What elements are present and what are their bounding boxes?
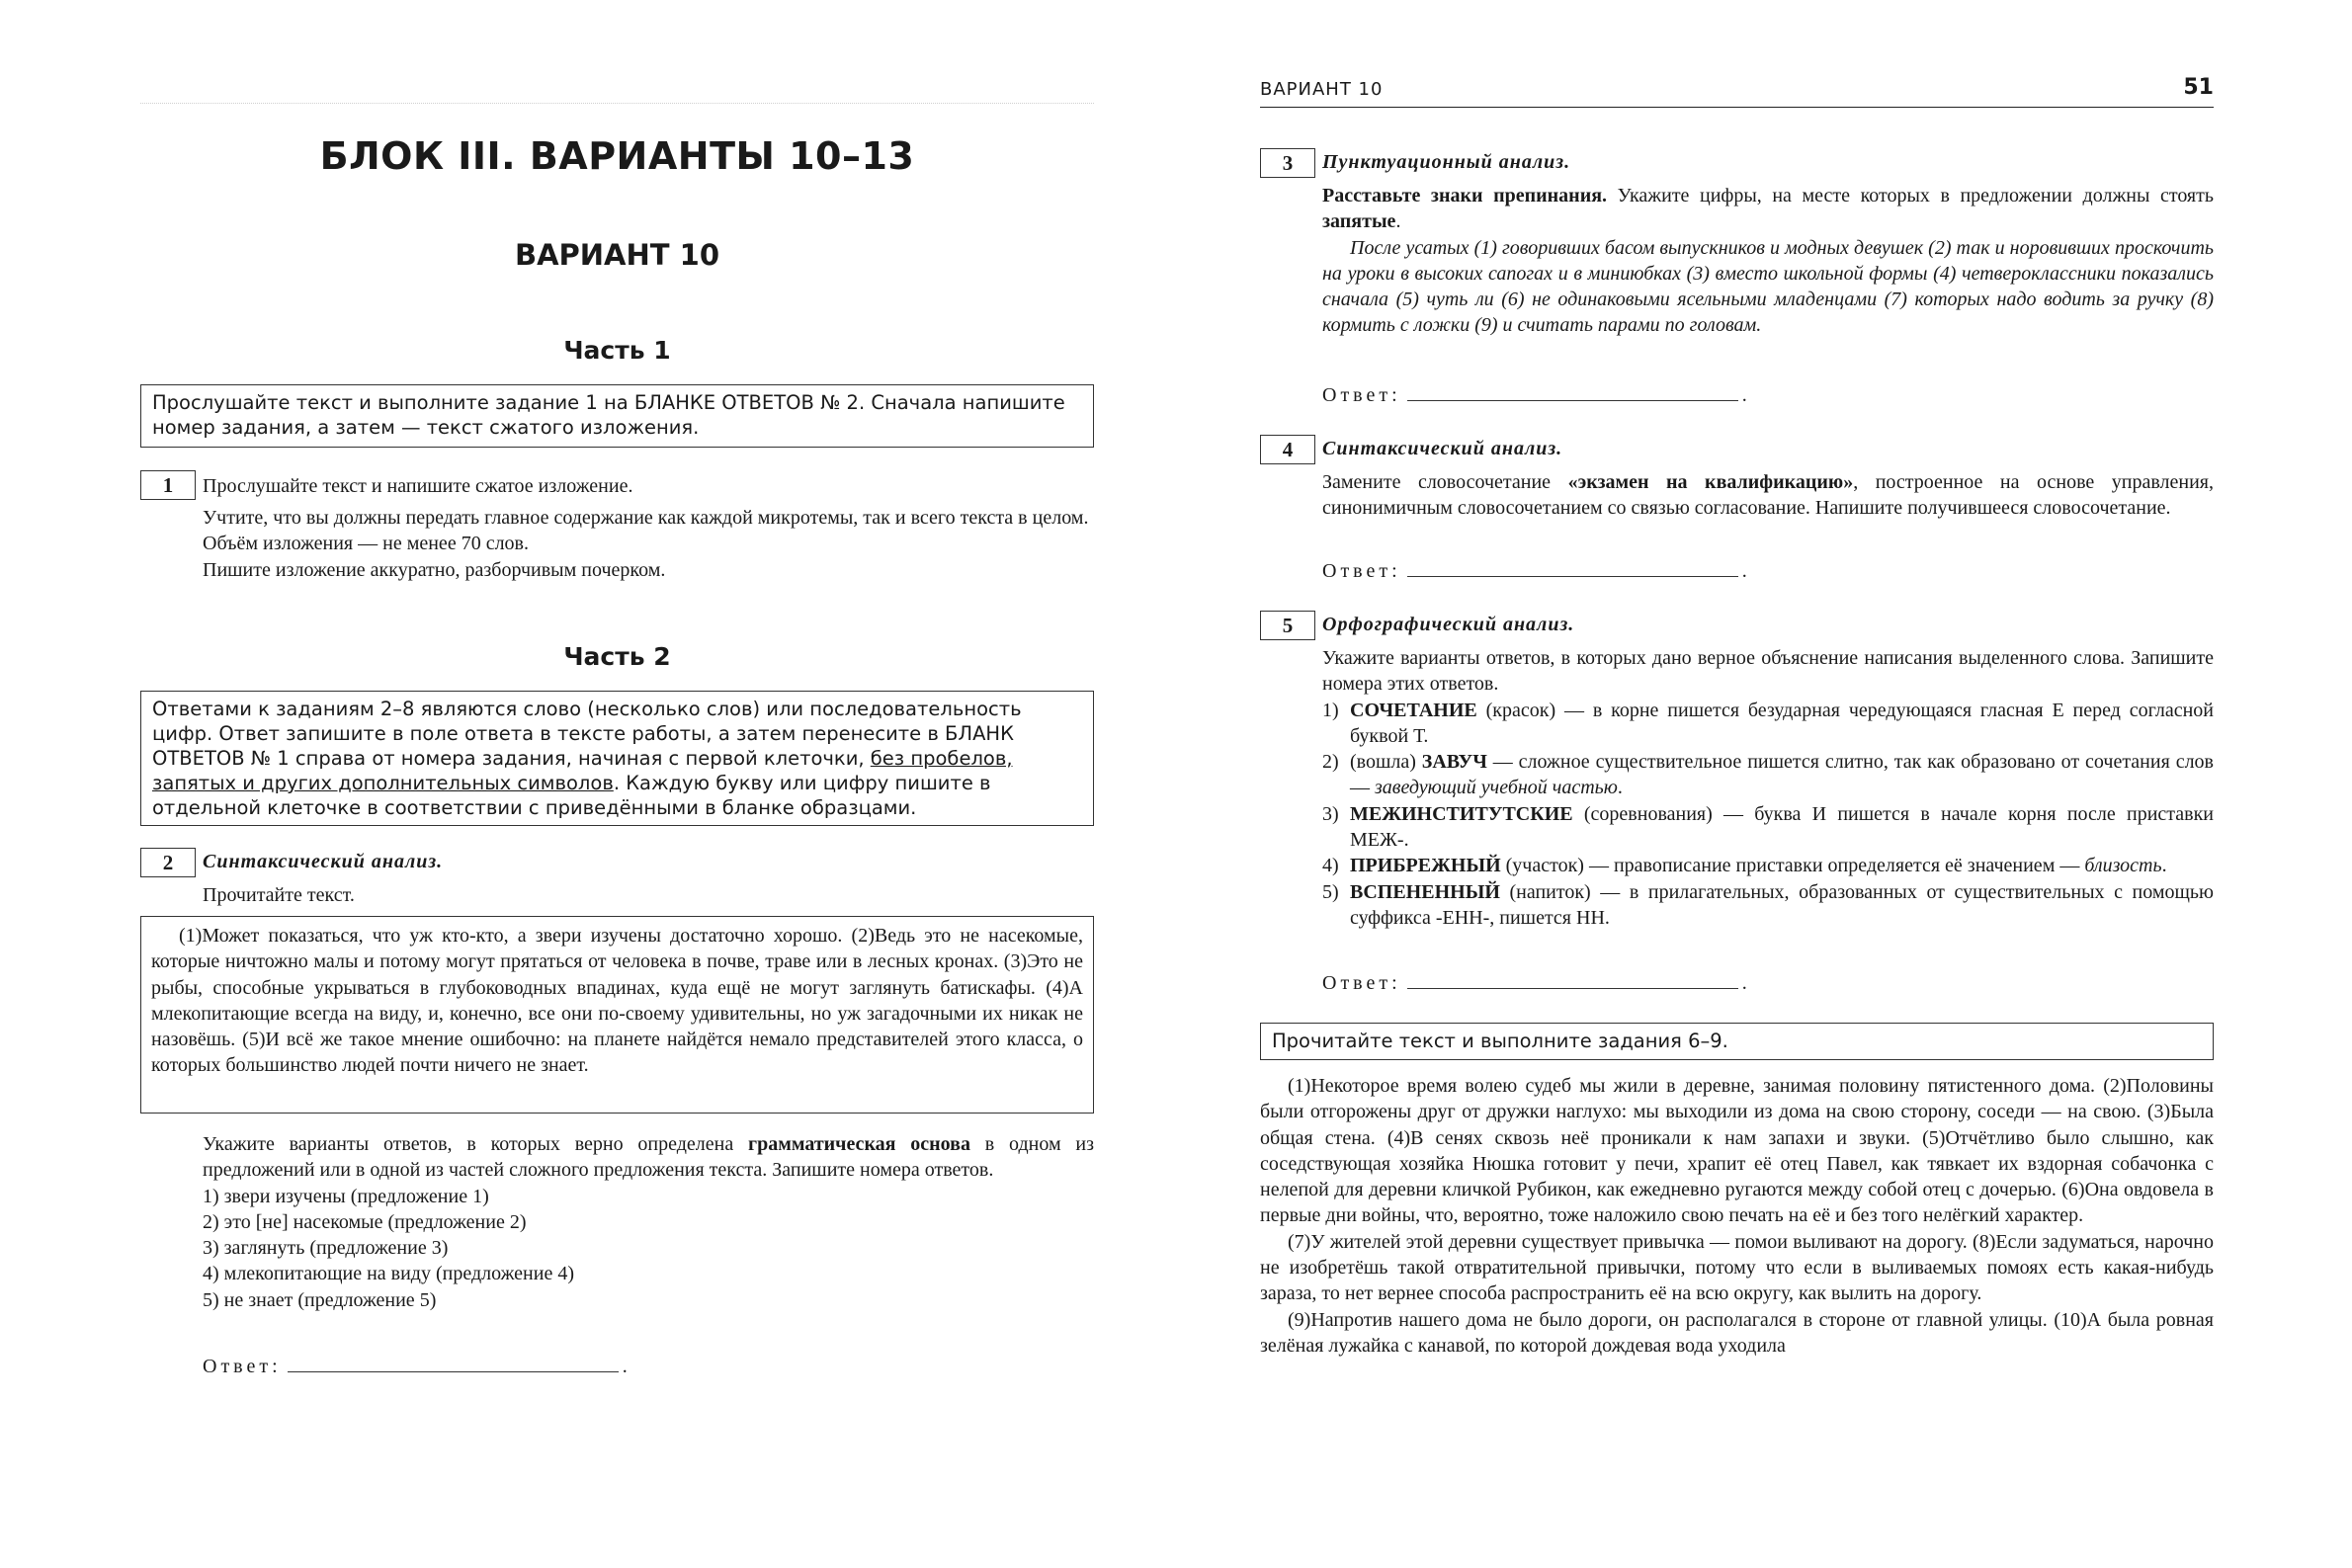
text-paragraph: (1)Некоторое время волею судеб мы жили в деревне, занимая половину пятистенного дома. (2)Половины были отгорожены друг от дружки наглухо: мы выходили из дома на свою сторону, соседи — на свою. (3)Была общая стена. (4)В сенях сквозь неё проникали к нам запахи и звуки. (5)Отчётливо было слышно, как соседствующая хозяйка Нюшка готовит у печи, храпит её отец Павел, как тявкает их вздорная собачонка с нелепой для деревни кличкой Рубикон, как ежедневно ругаются между собой отец с дочерью. (6)Она овдовела в первые дни войны, что, вероятно, тоже наложило свою печать на её и без того нелёгкий характер. xyxy=(1260,1075,2214,1227)
variant-title: ВАРИАНТ 10 xyxy=(514,238,720,272)
task4-instr-start: Замените словосочетание xyxy=(1322,471,1568,493)
part2-instruction-a: Ответами к заданиям 2–8 являются слово (несколько слов) или последовательность цифр. Ответ запишите в поле ответа в тексте работы, а затем перенесите в БЛАНК ОТВЕТОВ № 1 справа от номера задания, начиная с первой клеточки, xyxy=(152,698,1022,770)
task5-option: 2) (вошла) ЗАВУЧ — сложное существительное пишется слитно, так как образовано от сочетания слов — заведующий учебной частью. xyxy=(1322,751,2214,799)
task5-option: 1) СОЧЕТАНИЕ (красок) — в корне пишется безударная чередующаяся гласная Е перед согласной буквой Т. xyxy=(1322,699,2214,747)
block-title: БЛОК III. ВАРИАНТЫ 10–13 xyxy=(319,134,915,178)
answer-end: . xyxy=(1741,972,1751,994)
task3-instr-mid: Укажите цифры, на месте которых в предложении должны стоять xyxy=(1607,185,2214,206)
part1-title: Часть 1 xyxy=(563,336,671,365)
task5-title: Орфографический анализ. xyxy=(1322,614,1575,635)
task4-answer-row xyxy=(1322,556,1751,583)
task2-option: 4) млекопитающие на виду (предложение 4) xyxy=(203,1263,574,1285)
task3-instruction xyxy=(1322,183,2214,339)
read-text-instruction: Прочитайте текст и выполните задания 6–9. xyxy=(1272,1030,1728,1052)
task3-instr-end: . xyxy=(1395,210,1401,233)
task3-answer-row xyxy=(1322,380,1751,407)
task3-number: 3 xyxy=(1260,148,1315,178)
task5-answer-row xyxy=(1322,968,1751,995)
task2-question-end: в одном из предложений или в одной из частей сложного предложения текста. Запишите номера ответов. xyxy=(203,1133,1094,1182)
part2-instruction-underlined: без пробелов, запятых и других дополнительных символов xyxy=(152,747,1013,794)
task2-title: Синтаксический анализ. xyxy=(203,851,444,872)
task2-question-start: Укажите варианты ответов, в которых верно определена xyxy=(203,1133,749,1155)
task5-body xyxy=(1322,645,2214,931)
task2-question xyxy=(203,1131,1094,1313)
answer-label: Ответ: xyxy=(1322,384,1401,406)
left-page xyxy=(140,0,1094,1568)
task1-line4: Пишите изложение аккуратно, разборчивым почерком. xyxy=(203,558,666,581)
task2-option: 3) заглянуть (предложение 3) xyxy=(203,1237,449,1260)
task1-text xyxy=(203,473,1094,499)
answer-label: Ответ: xyxy=(1322,560,1401,582)
header-variant: ВАРИАНТ 10 xyxy=(1260,79,1384,100)
answer-end: . xyxy=(1741,384,1751,406)
task2-answer-row xyxy=(203,1352,631,1378)
part2-title: Часть 2 xyxy=(563,642,671,671)
task1-body xyxy=(203,505,1094,583)
top-divider xyxy=(140,103,1094,104)
text-paragraph: (7)У жителей этой деревни существует привычка — помои выливают на дорогу. (8)Если задуматься, нарочно не изобретёшь такой отвратительной привычки, потому что если в выливаемых помоях есть какая-нибудь зараза, то нет вернее способа распространить её на всю округу, как вылить на дорогу. xyxy=(1260,1230,2214,1305)
task2-read: Прочитайте текст. xyxy=(203,884,355,906)
task5-option: 3) МЕЖИНСТИТУТСКИЕ (соревнования) — буква И пишется в начале корня после приставки МЕЖ-. xyxy=(1322,802,2214,852)
reading-text xyxy=(1260,1073,2214,1359)
part1-instruction-box xyxy=(140,384,1094,448)
task3-sentence: После усатых (1) говоривших басом выпускников и модных девушек (2) так и норовивших проскочить на уроки в высоких сапогах и в миниюбках (3) вместо школьной формы (4) четвероклассники показались сначала (5) чуть ли (6) не одинаковыми ясельными младенцами (7) которых надо водить за ручку (8) кормить с ложки (9) и считать парами по головам. xyxy=(1322,236,2214,337)
running-header xyxy=(1260,75,2214,108)
task5-option: 4) ПРИБРЕЖНЫЙ (участок) — правописание приставки определяется её значением — близость. xyxy=(1322,855,2167,877)
task2-text-box xyxy=(140,916,1094,1114)
task5-option: 5) ВСПЕНЕННЫЙ (напиток) — в прилагательных, образованных от существительных с помощью суффикса -ЕНН-, пишется НН. xyxy=(1322,880,2214,929)
task4-instruction xyxy=(1322,469,2214,522)
task1-line3: Объём изложения — не менее 70 слов. xyxy=(203,533,529,555)
answer-field[interactable] xyxy=(1407,968,1738,989)
task3-instr-bold2: запятые xyxy=(1322,210,1396,233)
task5-number: 5 xyxy=(1260,611,1315,640)
answer-end: . xyxy=(622,1356,631,1377)
task1-line1: Прослушайте текст и напишите сжатое изложение. xyxy=(203,475,633,497)
read-text-box xyxy=(1260,1023,2214,1060)
answer-label: Ответ: xyxy=(1322,972,1401,994)
part1-instruction: Прослушайте текст и выполните задание 1 на БЛАНКЕ ОТВЕТОВ № 2. Сначала напишите номер задания, а затем — текст сжатого изложения. xyxy=(152,391,1065,439)
task2-option: 5) не знает (предложение 5) xyxy=(203,1288,437,1311)
page-number: 51 xyxy=(2183,75,2214,100)
task4-number: 4 xyxy=(1260,435,1315,464)
task5-instruction: Укажите варианты ответов, в которых дано верное объяснение написания выделенного слова. Запишите номера этих ответов. xyxy=(1322,647,2214,696)
text-paragraph: (9)Напротив нашего дома не было дороги, он располагался в стороне от главной улицы. (10)А была ровная зелёная лужайка с канавой, по которой дождевая вода уходила xyxy=(1260,1308,2214,1357)
answer-field[interactable] xyxy=(1407,556,1738,577)
answer-end: . xyxy=(1741,560,1751,582)
task2-text: (1)Может показаться, что уж кто-кто, а звери изучены достаточно хорошо. (2)Ведь это не насекомые, которые ничтожно малы и потому могут прятаться от человека в почве, траве или в лесных кронах. (3)Это не рыбы, способные укрываться в глубоководных впадинах, куда ещё не могут заглянуть батискафы. (4)А млекопитающие всегда на виду, и, конечно, все они по-своему удивительны, но уж загадочными их никак не назовёшь. (5)И всё же такое мнение ошибочно: на планете найдётся немало представителей этого класса, о которых большинство людей почти ничего не знает. xyxy=(151,925,1083,1077)
answer-field[interactable] xyxy=(1407,380,1738,401)
task1-number: 1 xyxy=(140,470,196,500)
task4-instr-bold: «экзамен на квалификацию» xyxy=(1567,471,1854,493)
task4-instr-end: , построенное на основе управления, синонимичным словосочетанием со связью согласование. Напишите получившееся словосочетание. xyxy=(1322,471,2214,520)
answer-label: Ответ: xyxy=(203,1356,282,1377)
task3-instr-bold: Расставьте знаки препинания. xyxy=(1322,185,1608,206)
task3-title: Пунктуационный анализ. xyxy=(1322,151,1571,173)
task2-option: 2) это [не] насекомые (предложение 2) xyxy=(203,1210,527,1233)
task2-question-bold: грамматическая основа xyxy=(748,1133,970,1155)
part2-instruction-b: . Каждую букву или цифру пишите в отдельной клеточке в соответствии с приведёнными в бланке образцами. xyxy=(152,772,991,819)
right-page xyxy=(1260,0,2214,1568)
answer-field[interactable] xyxy=(288,1352,619,1372)
task2-option: 1) звери изучены (предложение 1) xyxy=(203,1185,489,1207)
task2-number: 2 xyxy=(140,848,196,877)
task4-title: Синтаксический анализ. xyxy=(1322,438,1563,459)
task1-line2: Учтите, что вы должны передать главное содержание как каждой микротемы, так и всего текста в целом. xyxy=(203,507,1089,529)
part2-instruction-box xyxy=(140,691,1094,826)
